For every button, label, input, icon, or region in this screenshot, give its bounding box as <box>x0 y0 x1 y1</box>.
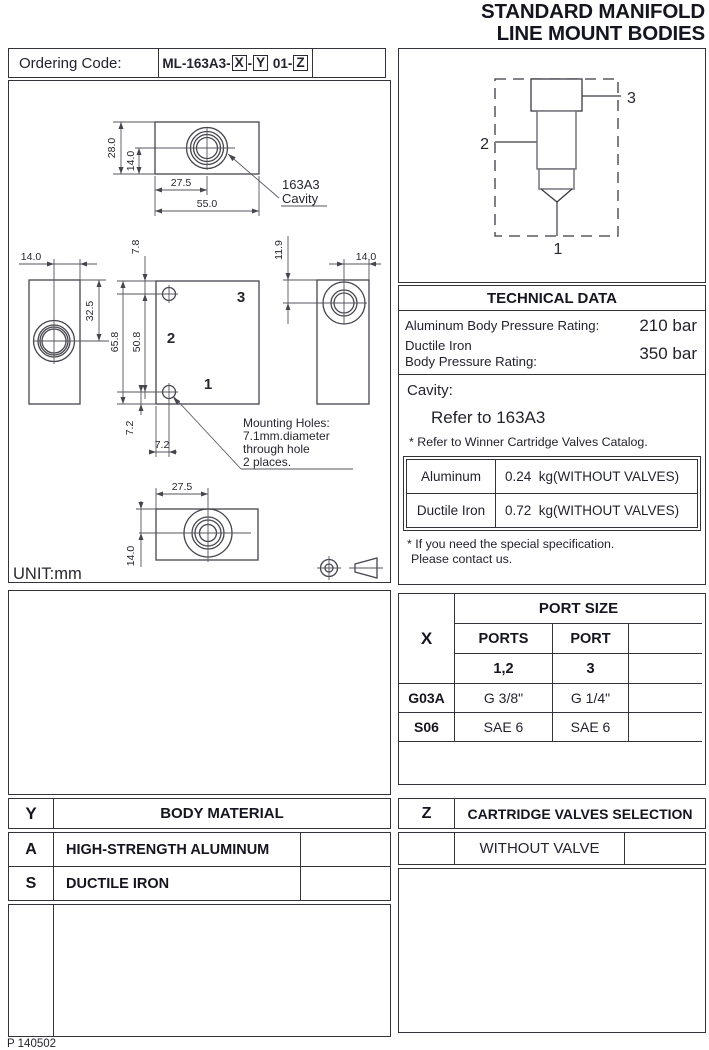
empty-cell <box>629 713 702 742</box>
cartridge-valves-empty-area <box>398 868 706 1033</box>
empty-header-cell <box>629 624 702 654</box>
ductile-pressure-label-line1: Ductile Iron <box>405 338 472 353</box>
mounting-note-line1: Mounting Holes: <box>243 416 330 430</box>
empty-cell <box>300 867 390 900</box>
cartridge-tip <box>541 189 572 202</box>
ordering-code-x: X <box>232 55 247 71</box>
ordering-code-label: Ordering Code: <box>9 49 159 77</box>
dim-32-5: 32.5 <box>84 300 96 322</box>
ordering-code-sep: - <box>247 55 253 71</box>
port-2-label: 2 <box>166 330 176 347</box>
ordering-code-prefix: ML-163A3- <box>162 55 231 71</box>
page-title <box>481 1 705 45</box>
port-size-code-letter: X <box>399 594 455 684</box>
weight-material: Ductile Iron <box>407 494 496 527</box>
mounting-note-line4: 2 places. <box>243 455 292 469</box>
aluminum-pressure-value: 210 bar <box>639 316 697 335</box>
dim-14-right: 14.0 <box>355 251 377 263</box>
empty-cell <box>399 833 455 864</box>
mounting-note-line3: through hole <box>243 442 310 456</box>
weight-table <box>403 456 701 531</box>
weight-value: 0.24 <box>505 469 532 484</box>
empty-cell <box>629 684 702 713</box>
port3-header: PORT <box>553 624 629 654</box>
dim-7-2-vertical: 7.2 <box>124 420 136 436</box>
row-port3: G 1/4" <box>553 684 629 713</box>
dim-11-9: 11.9 <box>273 240 285 260</box>
cartridge-valves-title: CARTRIDGE VALVES SELECTION <box>467 805 693 822</box>
table-row <box>9 867 390 900</box>
ductile-pressure-value: 350 bar <box>639 343 697 363</box>
dim-7-8: 7.8 <box>130 239 142 255</box>
cartridge-head <box>531 79 582 111</box>
weight-value: 0.72 <box>505 503 532 518</box>
table-row <box>407 460 697 493</box>
schematic-port-1: 1 <box>553 241 563 258</box>
special-note-line2: Please contact us. <box>411 551 513 566</box>
ordering-code-box <box>8 48 386 78</box>
material-code: S <box>9 867 54 900</box>
dim-27-5-bottom: 27.5 <box>171 481 193 493</box>
ports12-subheader: 1,2 <box>455 654 553 684</box>
body-material-empty-area <box>8 904 391 1037</box>
cartridge-valves-header <box>398 798 706 829</box>
page-title-line1: STANDARD MANIFOLD <box>481 0 705 23</box>
body-material-title: BODY MATERIAL <box>160 805 284 822</box>
ports12-header: PORTS <box>455 624 553 654</box>
cavity-note: * Refer to Winner Cartridge Valves Catalog. <box>409 435 648 449</box>
row-code: S06 <box>399 713 455 742</box>
weight-unit: kg(WITHOUT VALVES) <box>538 503 680 518</box>
cartridge-valve-schematic <box>399 49 703 280</box>
ductile-pressure-label-line2: Body Pressure Rating: <box>405 353 537 369</box>
material-label: DUCTILE IRON <box>66 875 170 892</box>
empty-header-cell <box>629 654 702 684</box>
mounting-note-line2: 7.1mm.diameter <box>243 429 330 443</box>
dim-55: 55.0 <box>196 198 218 210</box>
dimension-drawing <box>9 81 389 581</box>
port3-subheader: 3 <box>553 654 629 684</box>
row-ports12: SAE 6 <box>455 713 553 742</box>
dim-14-top: 14.0 <box>125 150 137 172</box>
cavity-callout-line1: 163A3 <box>282 177 320 192</box>
table-row <box>9 833 390 867</box>
aluminum-pressure-label: Aluminum Body Pressure Rating: <box>405 318 600 334</box>
row-port3: SAE 6 <box>553 713 629 742</box>
dimension-drawing-box <box>8 80 391 583</box>
empty-left-panel <box>8 590 391 795</box>
dim-7-2-horizontal: 7.2 <box>154 439 170 451</box>
cavity-callout-line2: Cavity <box>282 191 319 206</box>
cavity-value: Refer to 163A3 <box>431 408 546 427</box>
schematic-port-2: 2 <box>480 136 489 153</box>
schematic-port-3: 3 <box>627 90 636 107</box>
empty-cell <box>300 833 390 866</box>
technical-data-box <box>398 285 706 585</box>
table-row <box>407 493 697 527</box>
weight-unit: kg(WITHOUT VALVES) <box>538 469 680 484</box>
footer-code: P 140502 <box>7 1038 57 1050</box>
body-material-code-letter: Y <box>9 799 54 828</box>
material-label: HIGH-STRENGTH ALUMINUM <box>66 841 270 858</box>
special-note-line1: * If you need the special specification. <box>407 537 615 551</box>
cartridge-body <box>537 111 576 169</box>
cartridge-nose <box>539 169 574 189</box>
body-material-header <box>8 798 391 829</box>
technical-data-title: TECHNICAL DATA <box>399 286 705 311</box>
empty-cell <box>9 905 54 1036</box>
cartridge-valves-code-letter: Z <box>399 799 455 828</box>
dim-65-8: 65.8 <box>109 331 121 353</box>
empty-cell <box>624 833 705 864</box>
dim-27-5-top: 27.5 <box>170 177 192 189</box>
cartridge-valves-row <box>398 832 706 865</box>
weight-material: Aluminum <box>407 460 496 493</box>
row-code: G03A <box>399 684 455 713</box>
body-material-rows <box>8 832 391 901</box>
dim-50-8: 50.8 <box>131 331 143 353</box>
port-1-label: 1 <box>203 376 213 393</box>
port-3-label: 3 <box>236 289 246 306</box>
ordering-code-mid: 01- <box>272 55 293 71</box>
port-size-table <box>398 593 706 785</box>
port-size-title: PORT SIZE <box>455 594 702 624</box>
unit-label: UNIT:mm <box>13 565 82 581</box>
ordering-code-value <box>159 49 313 77</box>
dim-14-bottom: 14.0 <box>125 545 137 567</box>
valve-option-label: WITHOUT VALVE <box>479 840 600 857</box>
divider <box>399 374 705 375</box>
schematic-box <box>398 48 706 283</box>
dimension-arrows <box>47 122 376 540</box>
material-code: A <box>9 833 54 866</box>
ordering-code-z: Z <box>293 55 307 71</box>
row-ports12: G 3/8" <box>455 684 553 713</box>
dim-14-left: 14.0 <box>20 251 42 263</box>
dim-28: 28.0 <box>106 137 118 159</box>
page-title-line2: LINE MOUNT BODIES <box>496 22 705 45</box>
ordering-code-y: Y <box>253 55 268 71</box>
cavity-label: Cavity: <box>407 382 453 399</box>
